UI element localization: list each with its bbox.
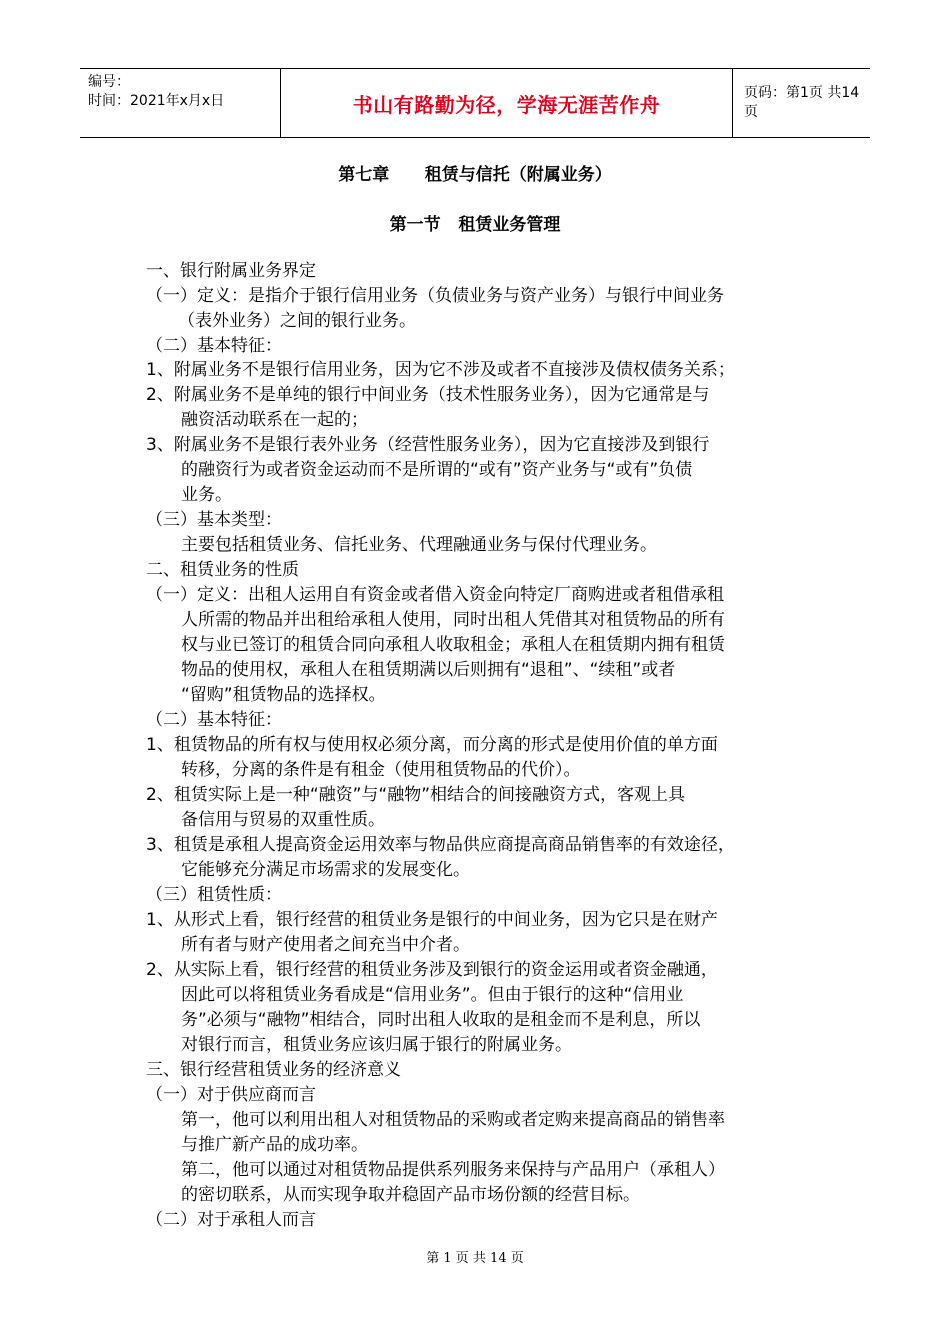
section-title-text: 第一节 租赁业务管理	[389, 215, 561, 235]
header-meta-cell	[80, 69, 280, 137]
body-line: （一）定义：出租人运用自有资金或者借入资金向特定厂商购进或者租借承租	[146, 585, 724, 605]
header-page-cell	[733, 69, 870, 137]
date-label: 时间：2021年x月x日	[88, 93, 225, 109]
chapter-title	[0, 160, 950, 185]
body-line: 二、租赁业务的性质	[146, 560, 299, 580]
body-line: （表外业务）之间的银行业务。	[178, 311, 416, 331]
body-line: 物品的使用权，承租人在租赁期满以后则拥有“退租”、“续租”或者	[181, 660, 676, 680]
chapter-title-text: 第七章 租赁与信托（附属业务）	[338, 165, 612, 185]
body-line: （三）基本类型：	[146, 510, 282, 530]
motto-text: 书山有路勤为径，学海无涯苦作舟	[352, 92, 661, 117]
body-line: 因此可以将租赁业务看成是“信用业务”。但由于银行的这种“信用业	[181, 985, 684, 1005]
document-header	[80, 68, 870, 138]
body-line: 三、银行经营租赁业务的经济意义	[146, 1060, 401, 1080]
body-line: （二）对于承租人而言	[146, 1210, 316, 1230]
body-line: （二）基本特征：	[146, 336, 282, 356]
body-line: 的融资行为或者资金运动而不是所谓的“或有”资产业务与“或有”负债	[181, 460, 693, 480]
body-line: 第一，他可以利用出租人对租赁物品的采购或者定购来提高商品的销售率	[181, 1110, 725, 1130]
body-line: “留购”租赁物品的选择权。	[181, 685, 386, 705]
body-line: （一）定义：是指介于银行信用业务（负债业务与资产业务）与银行中间业务	[146, 286, 724, 306]
body-line: 业务。	[181, 485, 232, 505]
number-label: 编号：	[88, 74, 130, 90]
body-line: 主要包括租赁业务、信托业务、代理融通业务与保付代理业务。	[181, 535, 657, 555]
body-line: 权与业已签订的租赁合同向承租人收取租金；承租人在租赁期内拥有租赁	[181, 635, 725, 655]
body-line: 务”必须与“融物”相结合，同时出租人收取的是租金而不是利息，所以	[181, 1010, 701, 1030]
body-line: 的密切联系，从而实现争取并稳固产品市场份额的经营目标。	[181, 1185, 640, 1205]
body-line: 第二，他可以通过对租赁物品提供系列服务来保持与产品用户（承租人）	[181, 1160, 725, 1180]
header-motto-cell	[280, 69, 733, 137]
page-footer: 第 1 页 共 14 页	[426, 1251, 524, 1266]
body-line: （三）租赁性质：	[146, 885, 282, 905]
body-line: 1、租赁物品的所有权与使用权必须分离，而分离的形式是使用价值的单方面	[146, 735, 718, 755]
body-line: 备信用与贸易的双重性质。	[181, 810, 385, 830]
section-title	[0, 210, 950, 235]
body-line: 对银行而言，租赁业务应该归属于银行的附属业务。	[181, 1035, 572, 1055]
body-line: 2、附属业务不是单纯的银行中间业务（技术性服务业务），因为它通常是与	[146, 385, 710, 405]
body-line: 一、银行附属业务界定	[146, 261, 316, 281]
body-line: 转移，分离的条件是有租金（使用租赁物品的代价）。	[181, 760, 581, 780]
body-line: 融资活动联系在一起的；	[181, 410, 368, 430]
page-info: 页码：第1页 共14页	[744, 85, 860, 120]
body-line: 所有者与财产使用者之间充当中介者。	[181, 935, 470, 955]
body-line: 3、租赁是承租人提高资金运用效率与物品供应商提高商品销售率的有效途径，	[146, 835, 735, 855]
body-line: （一）对于供应商而言	[146, 1085, 316, 1105]
body-line: 2、租赁实际上是一种“融资”与“融物”相结合的间接融资方式，客观上具	[146, 785, 686, 805]
body-line: 1、附属业务不是银行信用业务，因为它不涉及或者不直接涉及债权债务关系；	[146, 360, 735, 380]
body-line: 1、从形式上看，银行经营的租赁业务是银行的中间业务，因为它只是在财产	[146, 910, 718, 930]
body-line: 人所需的物品并出租给承租人使用，同时出租人凭借其对租赁物品的所有	[181, 610, 725, 630]
body-line: 3、附属业务不是银行表外业务（经营性服务业务），因为它直接涉及到银行	[146, 435, 710, 455]
body-line: 2、从实际上看，银行经营的租赁业务涉及到银行的资金运用或者资金融通，	[146, 960, 718, 980]
body-line: 它能够充分满足市场需求的发展变化。	[181, 860, 470, 880]
body-line: （二）基本特征：	[146, 710, 282, 730]
body-line: 与推广新产品的成功率。	[181, 1135, 368, 1155]
